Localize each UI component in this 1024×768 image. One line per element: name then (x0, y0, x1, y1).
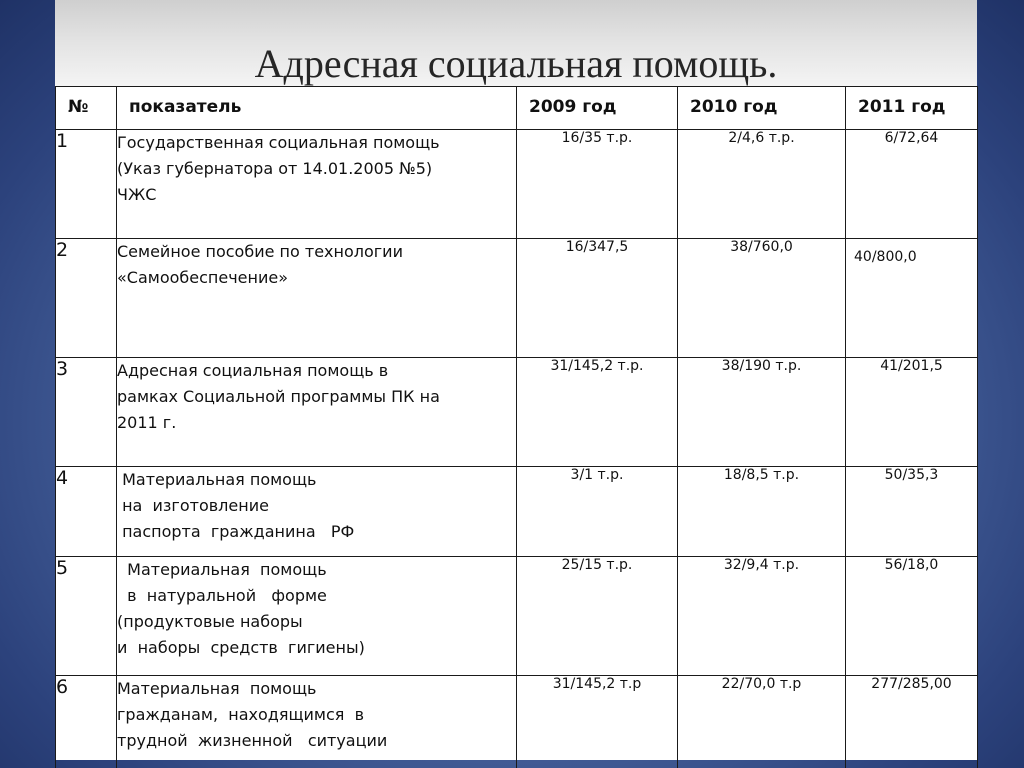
table-header-row (56, 87, 978, 130)
value-2009: 25/15 т.р. (517, 557, 678, 676)
indicator-line: Материальная помощь (117, 560, 327, 579)
row-indicator (117, 676, 517, 768)
indicator-line: гражданам, находящимся в (117, 705, 365, 724)
value-2011: 41/201,5 (846, 358, 978, 467)
value-2011: 277/285,00 (846, 676, 978, 768)
table-row (56, 130, 978, 239)
row-indicator (117, 130, 517, 239)
row-indicator (117, 467, 517, 557)
row-indicator (117, 358, 517, 467)
row-number: 6 (56, 676, 117, 768)
value-2009: 31/145,2 т.р (517, 676, 678, 768)
table-row (56, 358, 978, 467)
indicator-line: рамках Социальной программы ПК на (117, 387, 440, 406)
table-row (56, 676, 978, 768)
row-number: 1 (56, 130, 117, 239)
value-2009: 31/145,2 т.р. (517, 358, 678, 467)
header-number: № (56, 87, 117, 130)
indicator-line: Адресная социальная помощь в (117, 361, 389, 380)
value-2009: 3/1 т.р. (517, 467, 678, 557)
indicator-line: на изготовление (117, 496, 269, 515)
header-2011: 2011 год (846, 87, 978, 130)
value-2010: 38/760,0 (678, 239, 846, 358)
table-row (56, 239, 978, 358)
value-2011: 50/35,3 (846, 467, 978, 557)
title-band (55, 0, 977, 86)
value-2011: 6/72,64 (846, 130, 978, 239)
value-2011: 40/800,0 (846, 239, 978, 358)
value-2011: 56/18,0 (846, 557, 978, 676)
header-2009: 2009 год (517, 87, 678, 130)
indicator-line: «Самообеспечение» (117, 268, 289, 287)
indicator-line: Государственная социальная помощь (117, 133, 440, 152)
row-indicator (117, 239, 517, 358)
value-2010: 22/70,0 т.р (678, 676, 846, 768)
assistance-table (55, 86, 978, 768)
value-2010: 18/8,5 т.р. (678, 467, 846, 557)
indicator-line: трудной жизненной ситуации (117, 731, 388, 750)
value-2009: 16/35 т.р. (517, 130, 678, 239)
row-number: 2 (56, 239, 117, 358)
slide (55, 0, 977, 760)
indicator-line: 2011 г. (117, 413, 177, 432)
row-indicator (117, 557, 517, 676)
indicator-line: (Указ губернатора от 14.01.2005 №5) (117, 159, 433, 178)
slide-title: Адресная социальная помощь. (254, 41, 778, 86)
indicator-line: Материальная помощь (117, 679, 317, 698)
indicator-line: ЧЖС (117, 185, 157, 204)
header-indicator: показатель (117, 87, 517, 130)
table-row (56, 557, 978, 676)
value-2010: 38/190 т.р. (678, 358, 846, 467)
table-row (56, 467, 978, 557)
value-2010: 32/9,4 т.р. (678, 557, 846, 676)
indicator-line: Материальная помощь (117, 470, 317, 489)
value-2010: 2/4,6 т.р. (678, 130, 846, 239)
indicator-line: в натуральной форме (117, 586, 327, 605)
row-number: 4 (56, 467, 117, 557)
value-2009: 16/347,5 (517, 239, 678, 358)
row-number: 5 (56, 557, 117, 676)
row-number: 3 (56, 358, 117, 467)
indicator-line: (продуктовые наборы (117, 612, 303, 631)
indicator-line: паспорта гражданина РФ (117, 522, 355, 541)
header-2010: 2010 год (678, 87, 846, 130)
indicator-line: Семейное пособие по технологии (117, 242, 403, 261)
indicator-line: и наборы средств гигиены) (117, 638, 365, 657)
